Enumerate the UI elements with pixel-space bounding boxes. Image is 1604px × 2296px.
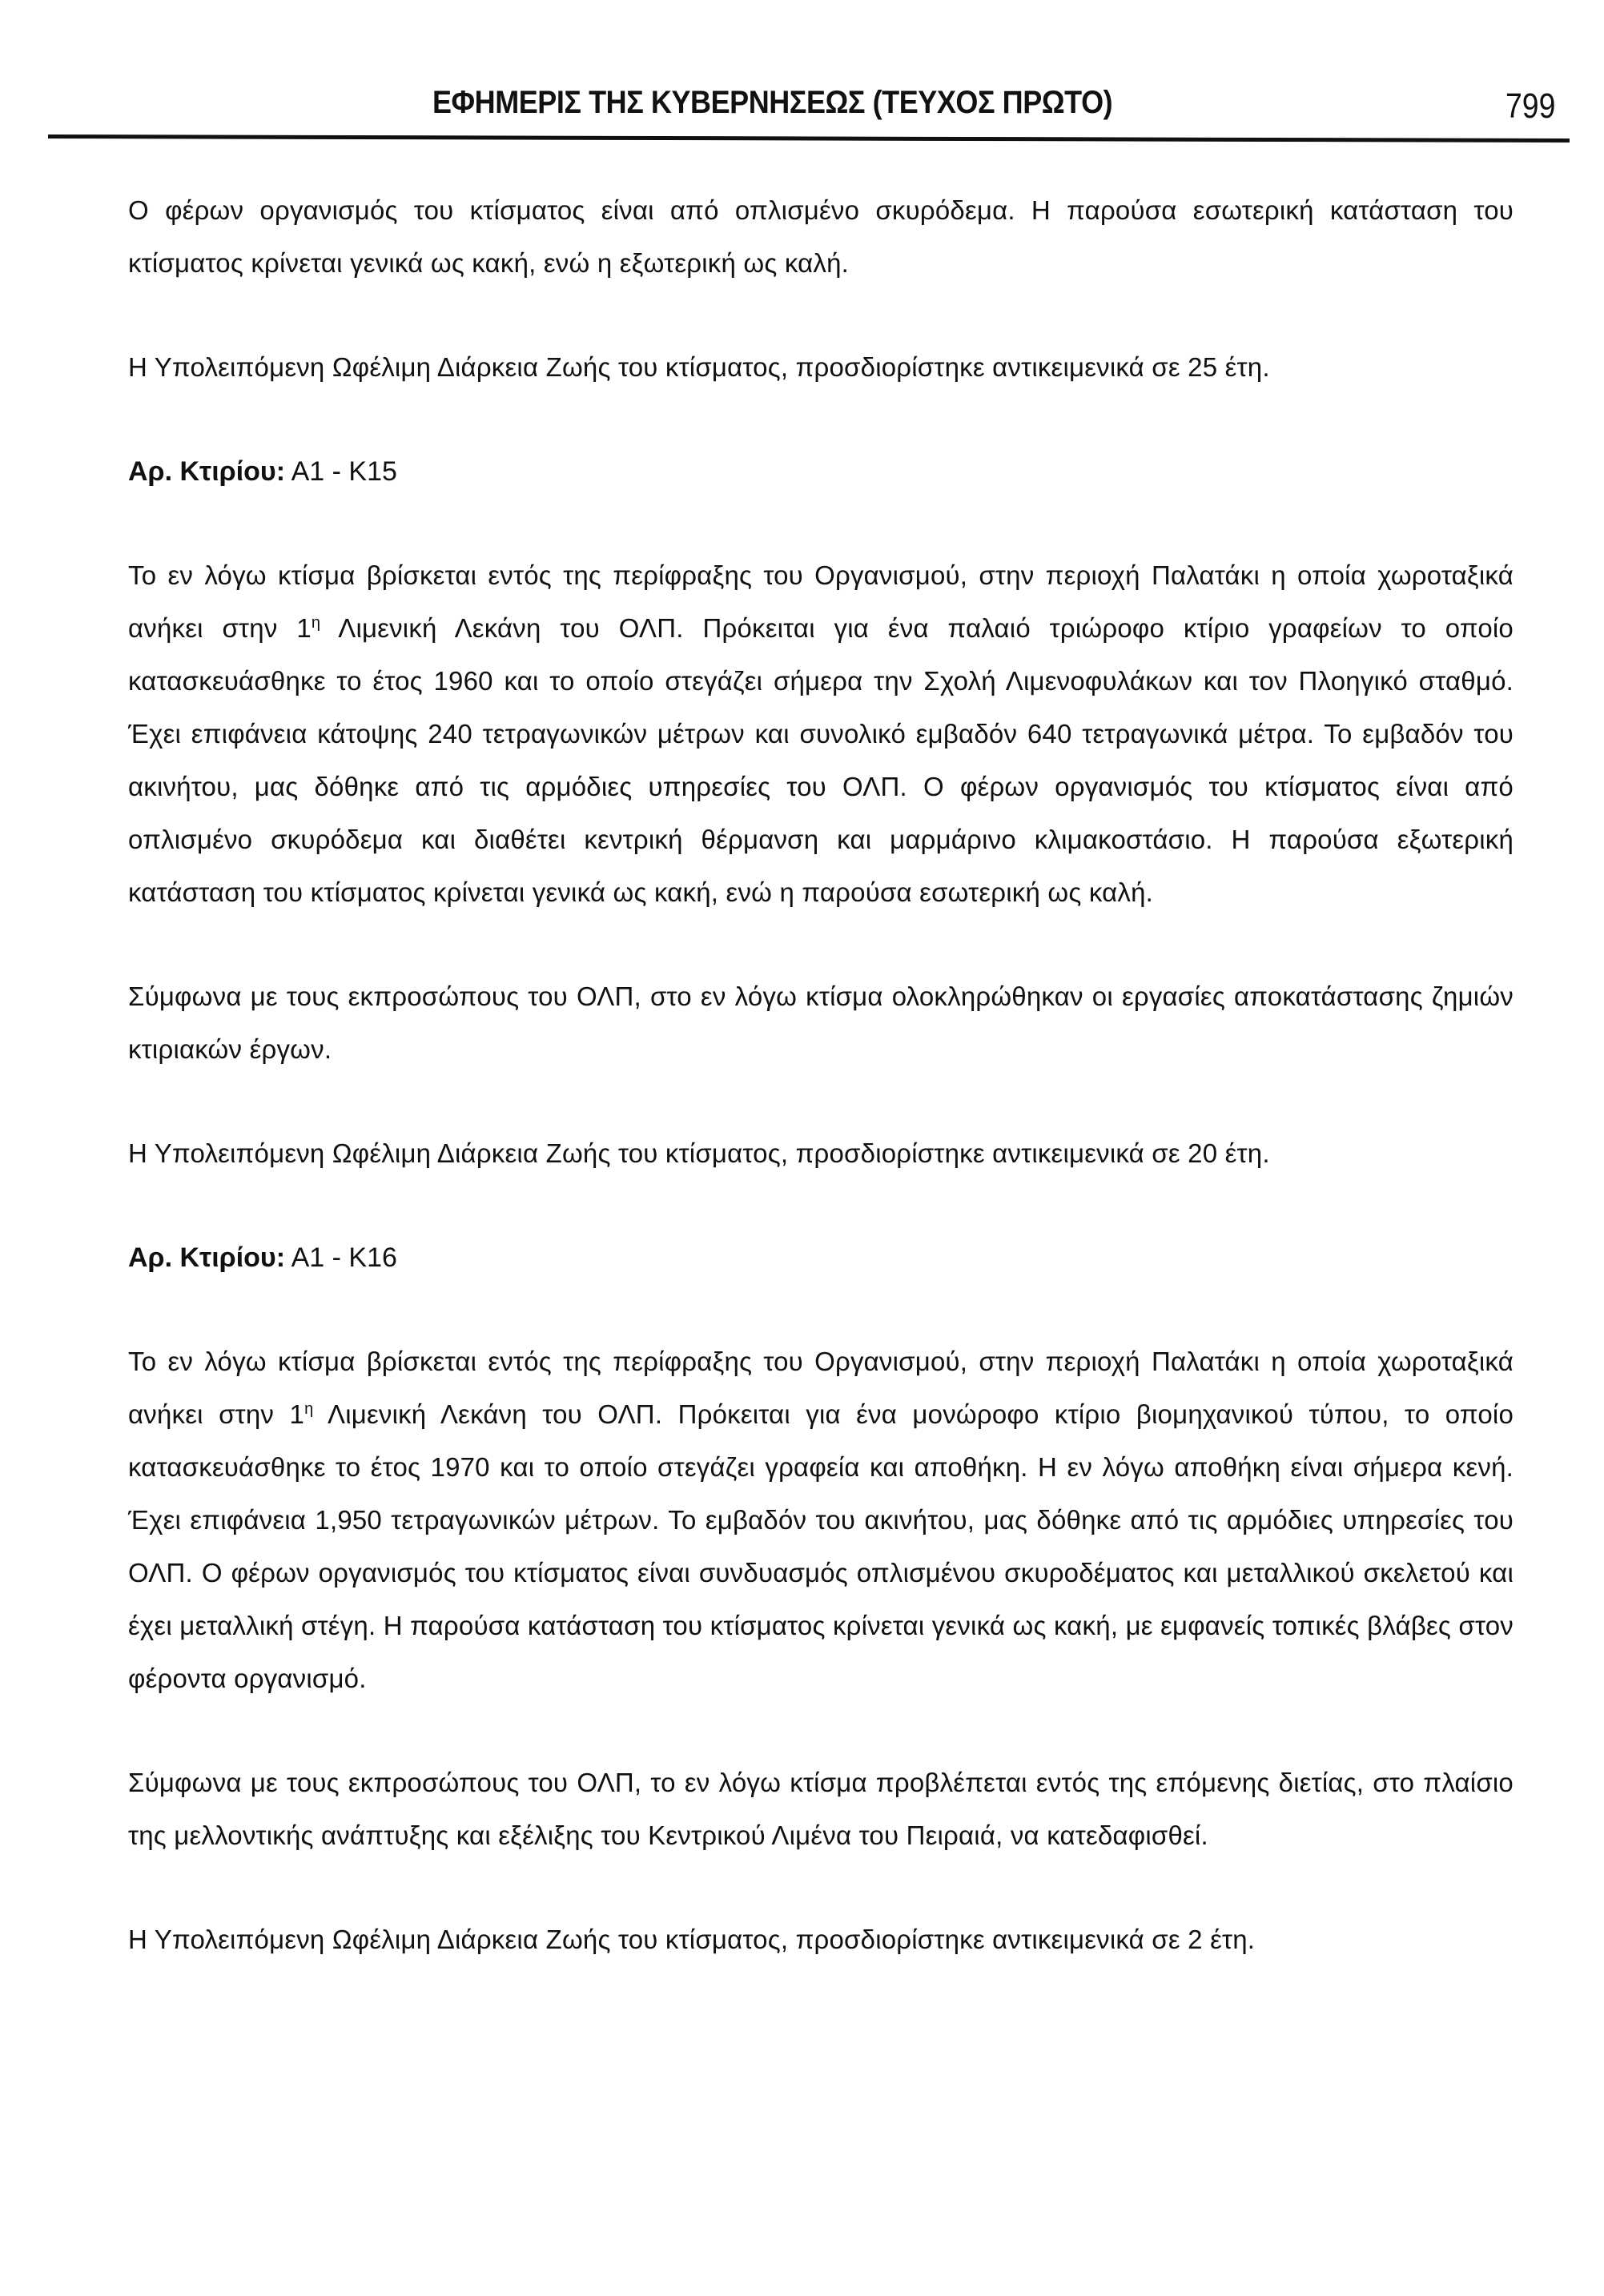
description-text-part2: Λιμενική Λεκάνη του ΟΛΠ. Πρόκειται για ένα μονώροφο κτίριο βιομηχανικού τύπου, το οποίο κατασκευάσθηκε το έτος 1970 και το οποίο στεγάζει γραφεία και αποθήκη. Η εν λόγω αποθήκη είναι σήμερα κενή. Έχει επιφάνεια 1,950 τετραγωνικών μέτρων. Το εμβαδόν του ακινήτου, μας δόθηκε από τις αρμόδιες υπηρεσίες του ΟΛΠ. Ο φέρων οργανισμός του κτίσματος είναι συνδυασμός οπλισμένου σκυροδέματος και μεταλλικού σκελετού και έχει μεταλλική στέγη. Η παρούσα κατάσταση του κτίσματος κρίνεται γενικά ως κακή, με εμφανείς τοπικές βλάβες στον φέροντα οργανισμό. xyxy=(128,1399,1514,1693)
remaining-life: Η Υπολειπόμενη Ωφέλιμη Διάρκεια Ζωής του κτίσματος, προσδιορίστηκε αντικειμενικά σε 20 έτη. xyxy=(128,1138,1270,1168)
ordinal-superscript: η xyxy=(304,1400,314,1418)
building-id-value: Α1 - Κ16 xyxy=(291,1242,397,1273)
building-description xyxy=(128,549,1514,919)
description-text-part1: Το εν λόγω κτίσμα βρίσκεται εντός της περίφραξης του Οργανισμού, στην περιοχή Παλατάκι η οποία χωροταξικά ανήκει στην 1 xyxy=(128,1347,1514,1429)
header-divider xyxy=(48,134,1570,142)
building-section-k16 xyxy=(128,1231,1514,1966)
document-body xyxy=(128,184,1514,2017)
building-description xyxy=(128,1335,1514,1705)
description-text-part2: Λιμενική Λεκάνη του ΟΛΠ. Πρόκειται για ένα παλαιό τριώροφο κτίριο γραφείων το οποίο κατασκευάσθηκε το έτος 1960 και το οποίο στεγάζει σήμερα την Σχολή Λιμενοφυλάκων και τον Πλοηγικό σταθμό. Έχει επιφάνεια κάτοψης 240 τετραγωνικών μέτρων και συνολικό εμβαδόν 640 τετραγωνικά μέτρα. Το εμβαδόν του ακινήτου, μας δόθηκε από τις αρμόδιες υπηρεσίες του ΟΛΠ. Ο φέρων οργανισμός του κτίσματος είναι από οπλισμένο σκυρόδεμα και διαθέτει κεντρική θέρμανση και μαρμάρινο κλιμακοστάσιο. Η παρούσα εξωτερική κατάσταση του κτίσματος κρίνεται γενικά ως κακή, ενώ η παρούσα εσωτερική ως καλή. xyxy=(128,613,1514,907)
building-id-label: Αρ. Κτιρίου: xyxy=(128,456,286,487)
page-number: 799 xyxy=(1506,86,1556,126)
representatives-note: Σύμφωνα με τους εκπροσώπους του ΟΛΠ, το εν λόγω κτίσμα προβλέπεται εντός της επόμενης διετίας, στο πλαίσιο της μελλοντικής ανάπτυξης και εξέλιξης του Κεντρικού Λιμένα του Πειραιά, να κατεδαφισθεί. xyxy=(128,1768,1514,1850)
building-id-heading xyxy=(128,1231,1514,1284)
representatives-note: Σύμφωνα με τους εκπροσώπους του ΟΛΠ, στο εν λόγω κτίσμα ολοκληρώθηκαν οι εργασίες αποκατάστασης ζημιών κτιριακών έργων. xyxy=(128,981,1514,1064)
building-id-label: Αρ. Κτιρίου: xyxy=(128,1242,286,1273)
gazette-title: ΕΦΗΜΕΡΙΣ ΤΗΣ ΚΥΒΕΡΝΗΣΕΩΣ (ΤΕΥΧΟΣ ΠΡΩΤΟ) xyxy=(432,85,1113,120)
building-section-k15 xyxy=(128,445,1514,1180)
building-id-heading xyxy=(128,445,1514,498)
remaining-life: Η Υπολειπόμενη Ωφέλιμη Διάρκεια Ζωής του κτίσματος, προσδιορίστηκε αντικειμενικά σε 2 έτη. xyxy=(128,1925,1256,1954)
page-header xyxy=(48,80,1570,144)
ordinal-superscript: η xyxy=(311,614,321,632)
intro-structure-paragraph: Ο φέρων οργανισμός του κτίσματος είναι από οπλισμένο σκυρόδεμα. Η παρούσα εσωτερική κατάσταση του κτίσματος κρίνεται γενικά ως κακή, ενώ η εξωτερική ως καλή. xyxy=(128,195,1514,278)
building-id-value: Α1 - Κ15 xyxy=(291,456,397,487)
description-text-part1: Το εν λόγω κτίσμα βρίσκεται εντός της περίφραξης του Οργανισμού, στην περιοχή Παλατάκι η οποία χωροταξικά ανήκει στην 1 xyxy=(128,560,1514,643)
intro-remaining-life: Η Υπολειπόμενη Ωφέλιμη Διάρκεια Ζωής του κτίσματος, προσδιορίστηκε αντικειμενικά σε 25 έτη. xyxy=(128,352,1270,382)
